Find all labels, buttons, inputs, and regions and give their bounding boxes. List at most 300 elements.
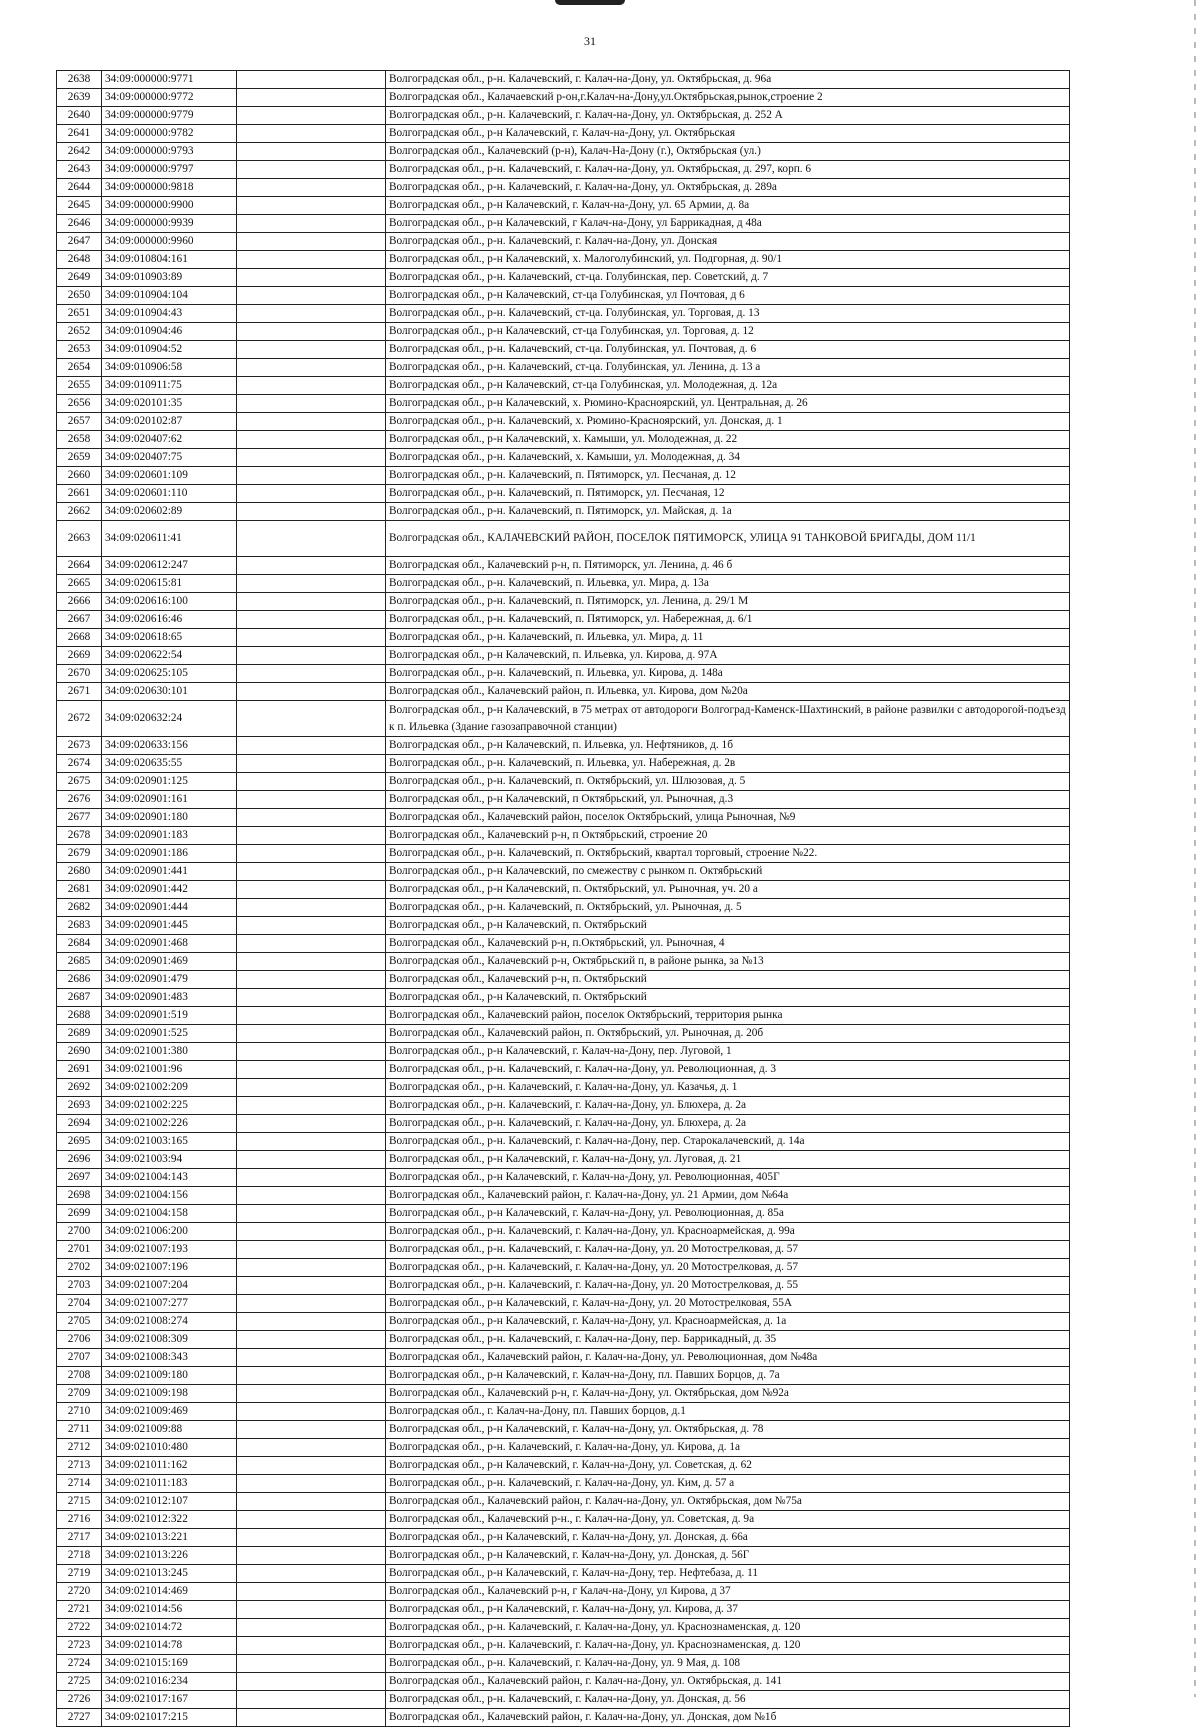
address-cell: Волгоградская обл., р-н Калачевский, г. Калач-на-Дону, ул. 65 Армии, д. 8а	[386, 197, 1070, 215]
table-row	[57, 1241, 1070, 1259]
row-number-cell: 2681	[57, 881, 102, 899]
table-row	[57, 503, 1070, 521]
address-cell: Волгоградская обл., р-н. Калачевский, п. Пятиморск, ул. Набережная, д. 6/1	[386, 611, 1070, 629]
address-cell: Волгоградская обл., р-н. Калачевский, г. Калач-на-Дону, ул. Революционная, д. 3	[386, 1061, 1070, 1079]
cadastral-number-cell: 34:09:000000:9782	[102, 125, 237, 143]
row-number-cell: 2703	[57, 1277, 102, 1295]
address-cell: Волгоградская обл., р-н. Калачевский, г. Калач-на-Дону, ул. Октябрьская, д. 289а	[386, 179, 1070, 197]
address-cell: Волгоградская обл., р-н Калачевский, х. Малоголубинский, ул. Подгорная, д. 90/1	[386, 251, 1070, 269]
cadastral-number-cell: 34:09:021003:94	[102, 1151, 237, 1169]
table-row	[57, 1475, 1070, 1493]
address-cell: Волгоградская обл., р-н Калачевский, г. Калач-на-Дону, тер. Нефтебаза, д. 11	[386, 1565, 1070, 1583]
address-cell: Волгоградская обл., Калачевский район, п. Октябрьский, ул. Рыночная, д. 20б	[386, 1025, 1070, 1043]
cadastral-number-cell: 34:09:021011:183	[102, 1475, 237, 1493]
cadastral-number-cell: 34:09:010904:52	[102, 341, 237, 359]
cadastral-number-cell: 34:09:020901:441	[102, 863, 237, 881]
empty-cell	[237, 1511, 386, 1529]
row-number-cell: 2671	[57, 683, 102, 701]
table-row	[57, 1079, 1070, 1097]
empty-cell	[237, 1205, 386, 1223]
table-row	[57, 1457, 1070, 1475]
table-row	[57, 701, 1070, 737]
empty-cell	[237, 359, 386, 377]
cadastral-number-cell: 34:09:021013:221	[102, 1529, 237, 1547]
address-cell: Волгоградская обл., р-н. Калачевский, ст-ца. Голубинская, ул. Почтовая, д. 6	[386, 341, 1070, 359]
empty-cell	[237, 953, 386, 971]
table-row	[57, 1007, 1070, 1025]
row-number-cell: 2661	[57, 485, 102, 503]
cadastral-number-cell: 34:09:020901:183	[102, 827, 237, 845]
address-cell: Волгоградская обл., р-н Калачевский, п Октябрьский, ул. Рыночная, д.3	[386, 791, 1070, 809]
cadastral-number-cell: 34:09:021007:193	[102, 1241, 237, 1259]
cadastral-number-cell: 34:09:000000:9939	[102, 215, 237, 233]
empty-cell	[237, 701, 386, 737]
address-cell: Волгоградская обл., р-н. Калачевский, г. Калач-на-Дону, ул. Донская, д. 56	[386, 1691, 1070, 1709]
address-cell: Волгоградская обл., р-н Калачевский, г. Калач-на-Дону, пер. Луговой, 1	[386, 1043, 1070, 1061]
empty-cell	[237, 611, 386, 629]
empty-cell	[237, 521, 386, 557]
cadastral-number-cell: 34:09:020625:105	[102, 665, 237, 683]
row-number-cell: 2708	[57, 1367, 102, 1385]
empty-cell	[237, 1457, 386, 1475]
address-cell: Волгоградская обл., р-н Калачевский, г. Калач-на-Дону, пл. Павших Борцов, д. 7а	[386, 1367, 1070, 1385]
empty-cell	[237, 1223, 386, 1241]
row-number-cell: 2638	[57, 71, 102, 89]
row-number-cell: 2698	[57, 1187, 102, 1205]
table-row	[57, 737, 1070, 755]
empty-cell	[237, 1061, 386, 1079]
cadastral-number-cell: 34:09:021007:277	[102, 1295, 237, 1313]
address-cell: Волгоградская обл., р-н Калачевский, в 75 метрах от автодороги Волгоград-Каменск-Шахтинский, в районе развилки с автодорогой-подъезд к п. Ильевка (Здание газозаправочной станции)	[386, 701, 1070, 737]
table-row	[57, 1349, 1070, 1367]
row-number-cell: 2658	[57, 431, 102, 449]
empty-cell	[237, 107, 386, 125]
empty-cell	[237, 197, 386, 215]
empty-cell	[237, 1529, 386, 1547]
address-cell: Волгоградская обл., г. Калач-на-Дону, пл. Павших борцов, д.1	[386, 1403, 1070, 1421]
table-row	[57, 431, 1070, 449]
empty-cell	[237, 1637, 386, 1655]
cadastral-number-cell: 34:09:010906:58	[102, 359, 237, 377]
empty-cell	[237, 1367, 386, 1385]
table-row	[57, 917, 1070, 935]
row-number-cell: 2659	[57, 449, 102, 467]
address-cell: Волгоградская обл., Калачевский район, г. Калач-на-Дону, ул. Октябрьская, д. 141	[386, 1673, 1070, 1691]
empty-cell	[237, 845, 386, 863]
address-cell: Волгоградская обл., р-н Калачевский, г. Калач-на-Дону, ул. Октябрьская	[386, 125, 1070, 143]
table-row	[57, 269, 1070, 287]
address-cell: Волгоградская обл., р-н. Калачевский, г. Калач-на-Дону, ул. 20 Мотострелковая, д. 57	[386, 1259, 1070, 1277]
table-row	[57, 1547, 1070, 1565]
table-row	[57, 881, 1070, 899]
cadastral-number-cell: 34:09:021010:480	[102, 1439, 237, 1457]
table-row	[57, 1601, 1070, 1619]
empty-cell	[237, 1583, 386, 1601]
row-number-cell: 2648	[57, 251, 102, 269]
cadastral-number-cell: 34:09:021008:309	[102, 1331, 237, 1349]
cadastral-number-cell: 34:09:021004:156	[102, 1187, 237, 1205]
scan-right-edge	[1194, 0, 1196, 1697]
table-row	[57, 593, 1070, 611]
cadastral-number-cell: 34:09:021013:245	[102, 1565, 237, 1583]
table-row	[57, 107, 1070, 125]
cadastral-number-cell: 34:09:021009:469	[102, 1403, 237, 1421]
cadastral-number-cell: 34:09:020612:247	[102, 557, 237, 575]
row-number-cell: 2643	[57, 161, 102, 179]
address-cell: Волгоградская обл., р-н Калачевский, п. Октябрьский	[386, 989, 1070, 1007]
empty-cell	[237, 1331, 386, 1349]
row-number-cell: 2724	[57, 1655, 102, 1673]
cadastral-number-cell: 34:09:010804:161	[102, 251, 237, 269]
table-row	[57, 1691, 1070, 1709]
table-row	[57, 683, 1070, 701]
cadastral-number-cell: 34:09:000000:9960	[102, 233, 237, 251]
row-number-cell: 2666	[57, 593, 102, 611]
empty-cell	[237, 449, 386, 467]
cadastral-number-cell: 34:09:020102:87	[102, 413, 237, 431]
address-cell: Волгоградская обл., Калачевский (р-н), Калач-На-Дону (г.), Октябрьская (ул.)	[386, 143, 1070, 161]
table-row	[57, 1511, 1070, 1529]
row-number-cell: 2640	[57, 107, 102, 125]
address-cell: Волгоградская обл., р-н. Калачевский, ст-ца. Голубинская, пер. Советский, д. 7	[386, 269, 1070, 287]
table-row	[57, 251, 1070, 269]
empty-cell	[237, 971, 386, 989]
row-number-cell: 2660	[57, 467, 102, 485]
row-number-cell: 2651	[57, 305, 102, 323]
empty-cell	[237, 233, 386, 251]
cadastral-number-cell: 34:09:020632:24	[102, 701, 237, 737]
address-cell: Волгоградская обл., Калачевский район, г. Калач-на-Дону, ул. Донская, дом №1б	[386, 1709, 1070, 1727]
row-number-cell: 2655	[57, 377, 102, 395]
cadastral-number-cell: 34:09:020901:180	[102, 809, 237, 827]
address-cell: Волгоградская обл., р-н. Калачевский, п. Ильевка, ул. Мира, д. 11	[386, 629, 1070, 647]
row-number-cell: 2716	[57, 1511, 102, 1529]
empty-cell	[237, 1079, 386, 1097]
row-number-cell: 2684	[57, 935, 102, 953]
empty-cell	[237, 1151, 386, 1169]
table-row	[57, 611, 1070, 629]
address-cell: Волгоградская обл., р-н. Калачевский, ст-ца. Голубинская, ул. Торговая, д. 13	[386, 305, 1070, 323]
row-number-cell: 2647	[57, 233, 102, 251]
table-row	[57, 791, 1070, 809]
empty-cell	[237, 431, 386, 449]
table-row	[57, 1385, 1070, 1403]
empty-cell	[237, 863, 386, 881]
table-row	[57, 1583, 1070, 1601]
table-row	[57, 629, 1070, 647]
row-number-cell: 2644	[57, 179, 102, 197]
cadastral-number-cell: 34:09:021002:225	[102, 1097, 237, 1115]
cadastral-number-cell: 34:09:021006:200	[102, 1223, 237, 1241]
table-row	[57, 323, 1070, 341]
address-cell: Волгоградская обл., Калачевский район, г. Калач-на-Дону, ул. 21 Армии, дом №64а	[386, 1187, 1070, 1205]
table-row	[57, 665, 1070, 683]
address-cell: Волгоградская обл., р-н. Калачевский, п. Октябрьский, ул. Рыночная, д. 5	[386, 899, 1070, 917]
address-cell: Волгоградская обл., р-н Калачевский, ст-ца Голубинская, ул. Торговая, д. 12	[386, 323, 1070, 341]
address-cell: Волгоградская обл., р-н. Калачевский, ст-ца. Голубинская, ул. Ленина, д. 13 а	[386, 359, 1070, 377]
cadastral-number-cell: 34:09:020633:156	[102, 737, 237, 755]
row-number-cell: 2641	[57, 125, 102, 143]
empty-cell	[237, 71, 386, 89]
table-row	[57, 1331, 1070, 1349]
empty-cell	[237, 791, 386, 809]
cadastral-number-cell: 34:09:021014:72	[102, 1619, 237, 1637]
cadastral-number-cell: 34:09:000000:9771	[102, 71, 237, 89]
address-cell: Волгоградская обл., р-н Калачевский, г. Калач-на-Дону, ул. Донская, д. 56Г	[386, 1547, 1070, 1565]
table-row	[57, 1043, 1070, 1061]
empty-cell	[237, 935, 386, 953]
cadastral-number-cell: 34:09:021011:162	[102, 1457, 237, 1475]
table-row	[57, 1025, 1070, 1043]
address-cell: Волгоградская обл., р-н Калачевский, г Калач-на-Дону, ул Баррикадная, д 48а	[386, 215, 1070, 233]
empty-cell	[237, 989, 386, 1007]
empty-cell	[237, 287, 386, 305]
row-number-cell: 2721	[57, 1601, 102, 1619]
empty-cell	[237, 467, 386, 485]
address-cell: Волгоградская обл., р-н. Калачевский, г. Калач-на-Дону, ул. 20 Мотострелковая, д. 55	[386, 1277, 1070, 1295]
table-row	[57, 809, 1070, 827]
table-row	[57, 773, 1070, 791]
empty-cell	[237, 269, 386, 287]
empty-cell	[237, 665, 386, 683]
address-cell: Волгоградская обл., р-н Калачевский, ст-ца Голубинская, ул Почтовая, д 6	[386, 287, 1070, 305]
row-number-cell: 2702	[57, 1259, 102, 1277]
address-cell: Волгоградская обл., р-н Калачевский, п. Ильевка, ул. Кирова, д. 97А	[386, 647, 1070, 665]
address-cell: Волгоградская обл., р-н. Калачевский, г. Калач-на-Дону, ул. Донская	[386, 233, 1070, 251]
cadastral-number-cell: 34:09:020901:442	[102, 881, 237, 899]
row-number-cell: 2687	[57, 989, 102, 1007]
row-number-cell: 2665	[57, 575, 102, 593]
row-number-cell: 2664	[57, 557, 102, 575]
address-cell: Волгоградская обл., р-н Калачевский, ст-ца Голубинская, ул. Молодежная, д. 12а	[386, 377, 1070, 395]
address-cell: Волгоградская обл., р-н Калачевский, г. Калач-на-Дону, ул. Октябрьская, д. 78	[386, 1421, 1070, 1439]
table-row	[57, 935, 1070, 953]
address-cell: Волгоградская обл., р-н. Калачевский, п. Пятиморск, ул. Ленина, д. 29/1 М	[386, 593, 1070, 611]
cadastral-number-cell: 34:09:021012:107	[102, 1493, 237, 1511]
table-row	[57, 1529, 1070, 1547]
address-cell: Волгоградская обл., р-н. Калачевский, п. Ильевка, ул. Мира, д. 13а	[386, 575, 1070, 593]
empty-cell	[237, 1601, 386, 1619]
empty-cell	[237, 809, 386, 827]
cadastral-number-cell: 34:09:000000:9797	[102, 161, 237, 179]
cadastral-number-cell: 34:09:020630:101	[102, 683, 237, 701]
table-row	[57, 89, 1070, 107]
cadastral-number-cell: 34:09:020601:110	[102, 485, 237, 503]
address-cell: Волгоградская обл., р-н. Калачевский, п. Пятиморск, ул. Песчаная, д. 12	[386, 467, 1070, 485]
registry-rows	[57, 71, 1070, 1727]
empty-cell	[237, 683, 386, 701]
row-number-cell: 2689	[57, 1025, 102, 1043]
address-cell: Волгоградская обл., р-н. Калачевский, г. Калач-на-Дону, ул. Краснознаменская, д. 120	[386, 1619, 1070, 1637]
table-row	[57, 989, 1070, 1007]
cadastral-number-cell: 34:09:020615:81	[102, 575, 237, 593]
empty-cell	[237, 1313, 386, 1331]
table-row	[57, 1403, 1070, 1421]
row-number-cell: 2706	[57, 1331, 102, 1349]
cadastral-number-cell: 34:09:021002:226	[102, 1115, 237, 1133]
row-number-cell: 2694	[57, 1115, 102, 1133]
cadastral-number-cell: 34:09:021009:180	[102, 1367, 237, 1385]
address-cell: Волгоградская обл., Калачевский район, г. Калач-на-Дону, ул. Революционная, дом №48а	[386, 1349, 1070, 1367]
row-number-cell: 2670	[57, 665, 102, 683]
address-cell: Волгоградская обл., Калачевский р-н, п. Пятиморск, ул. Ленина, д. 46 б	[386, 557, 1070, 575]
row-number-cell: 2697	[57, 1169, 102, 1187]
address-cell: Волгоградская обл., Калачевский район, г. Калач-на-Дону, ул. Октябрьская, дом №75а	[386, 1493, 1070, 1511]
cadastral-number-cell: 34:09:020611:41	[102, 521, 237, 557]
table-row	[57, 1259, 1070, 1277]
row-number-cell: 2691	[57, 1061, 102, 1079]
cadastral-number-cell: 34:09:020901:125	[102, 773, 237, 791]
row-number-cell: 2642	[57, 143, 102, 161]
address-cell: Волгоградская обл., р-н. Калачевский, г. Калач-на-Дону, ул. 20 Мотострелковая, д. 57	[386, 1241, 1070, 1259]
cadastral-number-cell: 34:09:000000:9900	[102, 197, 237, 215]
empty-cell	[237, 341, 386, 359]
address-cell: Волгоградская обл., р-н. Калачевский, п. Октябрьский, ул. Шлюзовая, д. 5	[386, 773, 1070, 791]
row-number-cell: 2677	[57, 809, 102, 827]
cadastral-number-cell: 34:09:010903:89	[102, 269, 237, 287]
empty-cell	[237, 899, 386, 917]
address-cell: Волгоградская обл., Калачаевский р-он,г.Калач-на-Дону,ул.Октябрьская,рынок,строение 2	[386, 89, 1070, 107]
table-row	[57, 1313, 1070, 1331]
address-cell: Волгоградская обл., р-н. Калачевский, х. Рюмино-Красноярский, ул. Донская, д. 1	[386, 413, 1070, 431]
cadastral-number-cell: 34:09:021002:209	[102, 1079, 237, 1097]
address-cell: Волгоградская обл., р-н Калачевский, г. Калач-на-Дону, ул. Советская, д. 62	[386, 1457, 1070, 1475]
table-row	[57, 413, 1070, 431]
address-cell: Волгоградская обл., Калачевский р-н, г Калач-на-Дону, ул Кирова, д 37	[386, 1583, 1070, 1601]
table-row	[57, 1295, 1070, 1313]
row-number-cell: 2723	[57, 1637, 102, 1655]
row-number-cell: 2711	[57, 1421, 102, 1439]
table-row	[57, 197, 1070, 215]
row-number-cell: 2675	[57, 773, 102, 791]
cadastral-number-cell: 34:09:021004:143	[102, 1169, 237, 1187]
table-row	[57, 1151, 1070, 1169]
address-cell: Волгоградская обл., р-н Калачевский, п. Октябрьский	[386, 917, 1070, 935]
row-number-cell: 2673	[57, 737, 102, 755]
cadastral-number-cell: 34:09:021014:56	[102, 1601, 237, 1619]
table-row	[57, 305, 1070, 323]
row-number-cell: 2652	[57, 323, 102, 341]
table-row	[57, 359, 1070, 377]
empty-cell	[237, 1097, 386, 1115]
cadastral-number-cell: 34:09:020618:65	[102, 629, 237, 647]
empty-cell	[237, 773, 386, 791]
row-number-cell: 2650	[57, 287, 102, 305]
empty-cell	[237, 1187, 386, 1205]
table-row	[57, 1439, 1070, 1457]
cadastral-number-cell: 34:09:020901:468	[102, 935, 237, 953]
row-number-cell: 2685	[57, 953, 102, 971]
row-number-cell: 2663	[57, 521, 102, 557]
table-row	[57, 1421, 1070, 1439]
table-row	[57, 755, 1070, 773]
address-cell: Волгоградская обл., р-н Калачевский, г. Калач-на-Дону, ул. Красноармейская, д. 1а	[386, 1313, 1070, 1331]
empty-cell	[237, 323, 386, 341]
row-number-cell: 2657	[57, 413, 102, 431]
empty-cell	[237, 1259, 386, 1277]
address-cell: Волгоградская обл., р-н Калачевский, п. Ильевка, ул. Нефтяников, д. 1б	[386, 737, 1070, 755]
cadastral-number-cell: 34:09:021014:469	[102, 1583, 237, 1601]
address-cell: Волгоградская обл., р-н Калачевский, г. Калач-на-Дону, ул. Революционная, д. 85а	[386, 1205, 1070, 1223]
cadastral-number-cell: 34:09:021015:169	[102, 1655, 237, 1673]
cadastral-number-cell: 34:09:021009:198	[102, 1385, 237, 1403]
row-number-cell: 2690	[57, 1043, 102, 1061]
table-row	[57, 1097, 1070, 1115]
address-cell: Волгоградская обл., р-н Калачевский, г. Калач-на-Дону, ул. Луговая, д. 21	[386, 1151, 1070, 1169]
empty-cell	[237, 1277, 386, 1295]
cadastral-number-cell: 34:09:020901:483	[102, 989, 237, 1007]
registry-table	[56, 70, 1070, 1727]
table-row	[57, 341, 1070, 359]
table-row	[57, 1169, 1070, 1187]
table-row	[57, 1205, 1070, 1223]
table-row	[57, 1709, 1070, 1727]
table-row	[57, 1223, 1070, 1241]
table-row	[57, 125, 1070, 143]
row-number-cell: 2676	[57, 791, 102, 809]
row-number-cell: 2700	[57, 1223, 102, 1241]
address-cell: Волгоградская обл., Калачевский р-н, п.Октябрьский, ул. Рыночная, 4	[386, 935, 1070, 953]
cadastral-number-cell: 34:09:020622:54	[102, 647, 237, 665]
address-cell: Волгоградская обл., Калачевский р-н, п Октябрьский, строение 20	[386, 827, 1070, 845]
row-number-cell: 2693	[57, 1097, 102, 1115]
row-number-cell: 2704	[57, 1295, 102, 1313]
address-cell: Волгоградская обл., р-н. Калачевский, п. Пятиморск, ул. Песчаная, 12	[386, 485, 1070, 503]
address-cell: Волгоградская обл., р-н. Калачевский, п. Пятиморск, ул. Майская, д. 1а	[386, 503, 1070, 521]
row-number-cell: 2639	[57, 89, 102, 107]
cadastral-number-cell: 34:09:021001:380	[102, 1043, 237, 1061]
empty-cell	[237, 1691, 386, 1709]
empty-cell	[237, 1655, 386, 1673]
row-number-cell: 2699	[57, 1205, 102, 1223]
row-number-cell: 2646	[57, 215, 102, 233]
cadastral-number-cell: 34:09:020602:89	[102, 503, 237, 521]
address-cell: Волгоградская обл., Калачевский район, п. Ильевка, ул. Кирова, дом №20а	[386, 683, 1070, 701]
address-cell: Волгоградская обл., р-н. Калачевский, п. Ильевка, ул. Набережная, д. 2в	[386, 755, 1070, 773]
row-number-cell: 2662	[57, 503, 102, 521]
cadastral-number-cell: 34:09:021012:322	[102, 1511, 237, 1529]
row-number-cell: 2718	[57, 1547, 102, 1565]
empty-cell	[237, 1025, 386, 1043]
address-cell: Волгоградская обл., р-н. Калачевский, г. Калач-на-Дону, пер. Старокалачевский, д. 14а	[386, 1133, 1070, 1151]
cadastral-number-cell: 34:09:000000:9793	[102, 143, 237, 161]
address-cell: Волгоградская обл., Калачевский район, поселок Октябрьский, улица Рыночная, №9	[386, 809, 1070, 827]
address-cell: Волгоградская обл., р-н. Калачевский, г. Калач-на-Дону, ул. Октябрьская, д. 297, корп. 6	[386, 161, 1070, 179]
cadastral-number-cell: 34:09:000000:9818	[102, 179, 237, 197]
address-cell: Волгоградская обл., р-н Калачевский, г. Калач-на-Дону, ул. Донская, д. 66а	[386, 1529, 1070, 1547]
cadastral-number-cell: 34:09:020901:161	[102, 791, 237, 809]
row-number-cell: 2727	[57, 1709, 102, 1727]
address-cell: Волгоградская обл., КАЛАЧЕВСКИЙ РАЙОН, ПОСЕЛОК ПЯТИМОРСК, УЛИЦА 91 ТАНКОВОЙ БРИГАДЫ, ДОМ 11/1	[386, 521, 1070, 557]
address-cell: Волгоградская обл., р-н. Калачевский, г. Калач-на-Дону, ул. Октябрьская, д. 252 А	[386, 107, 1070, 125]
cadastral-number-cell: 34:09:021016:234	[102, 1673, 237, 1691]
address-cell: Волгоградская обл., р-н Калачевский, г. Калач-на-Дону, ул. Революционная, 405Г	[386, 1169, 1070, 1187]
address-cell: Волгоградская обл., р-н. Калачевский, п. Ильевка, ул. Кирова, д. 148а	[386, 665, 1070, 683]
empty-cell	[237, 1673, 386, 1691]
empty-cell	[237, 1439, 386, 1457]
empty-cell	[237, 1241, 386, 1259]
row-number-cell: 2667	[57, 611, 102, 629]
table-row	[57, 953, 1070, 971]
cadastral-number-cell: 34:09:020901:525	[102, 1025, 237, 1043]
cadastral-number-cell: 34:09:020407:62	[102, 431, 237, 449]
row-number-cell: 2696	[57, 1151, 102, 1169]
cadastral-number-cell: 34:09:021017:215	[102, 1709, 237, 1727]
row-number-cell: 2686	[57, 971, 102, 989]
empty-cell	[237, 1403, 386, 1421]
table-row	[57, 179, 1070, 197]
address-cell: Волгоградская обл., р-н. Калачевский, г. Калач-на-Дону, ул. Красноармейская, д. 99а	[386, 1223, 1070, 1241]
